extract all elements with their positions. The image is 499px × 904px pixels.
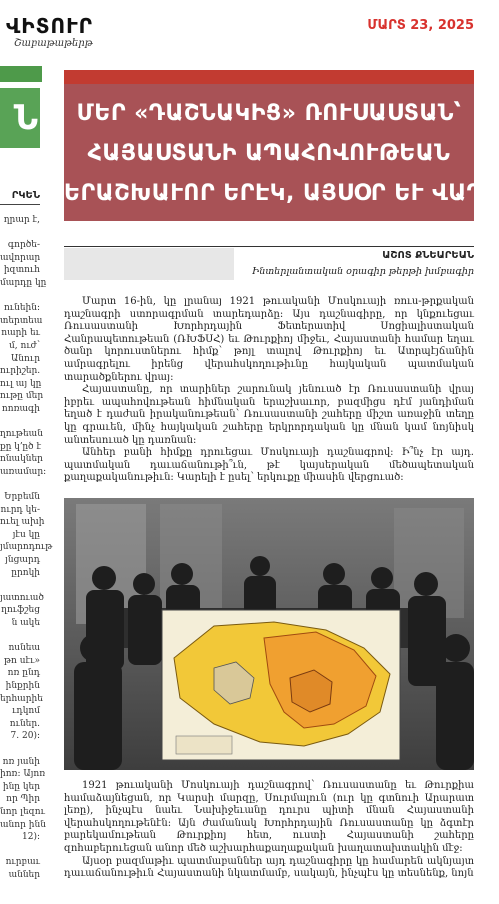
- map-inset: [162, 610, 400, 760]
- side-text-line: [0, 743, 40, 756]
- side-text-line: ուրիշեր.: [0, 366, 41, 377]
- side-text-line: ուրդ կե-: [0, 504, 40, 515]
- side-text-line: ուներ.: [9, 718, 40, 729]
- side-text-line: յմարոդութ: [0, 542, 53, 553]
- title-line: ԵՐԱՇԽԱՒՈՐ ԵՐԷԿ, ԱՅՍՕՐ ԵՒ ՎԱՂԸ: [64, 181, 499, 206]
- title-line: ՄԵՐ «ԴԱՇՆԱԿԻՑ» ՌՈՒՍԱՍՏԱՆ՝: [76, 101, 462, 126]
- side-text-line: երհարիե: [0, 693, 43, 704]
- side-text-line: իոռ: Այոռ: [0, 769, 46, 780]
- archival-photo: [64, 498, 474, 770]
- side-text-line: ղուֆշեց: [1, 605, 40, 616]
- side-section-box: Ն: [0, 88, 40, 148]
- side-text-line: [0, 579, 40, 592]
- issue-date: ՄԱՐՏ 23, 2025: [367, 18, 474, 33]
- side-text-line: ոսնեա: [8, 643, 40, 654]
- side-text-line: առամար:: [0, 466, 47, 477]
- side-text-line: անոր ինն: [0, 819, 46, 830]
- article-title: [64, 84, 499, 221]
- side-text-line: [0, 844, 40, 857]
- newspaper-subtitle: Շաբաթաթերթ: [14, 38, 93, 49]
- side-text-line: ինքրին: [5, 680, 40, 691]
- side-text-line: ինը կեր: [2, 781, 40, 792]
- side-text-line: գործե-: [7, 240, 40, 251]
- byline-shade: [64, 248, 234, 280]
- article-body-bottom: [64, 780, 474, 881]
- side-text-line: Անուր: [11, 353, 40, 364]
- article-body-top: [64, 296, 474, 485]
- side-text-line: ն ակե: [11, 618, 40, 628]
- paragraph: Այսօր բազմաթիւ պատմաբաններ այդ դաշնագիրը կը համարեն ակնյայտ դաւաճանութիւն Հայաստանի նկատմամբ, սակայն, ինչպէս կը տեսնենք, նոյն: [64, 855, 474, 880]
- photo-illustration: [64, 498, 474, 770]
- side-text-line: ոռ յանի: [2, 756, 40, 767]
- side-text-line: տերտեա: [0, 315, 43, 326]
- side-text-line: մարդը կը: [0, 277, 47, 288]
- side-text-line: ոռ ընդ: [7, 668, 40, 679]
- title-line: ՀԱՅԱՍՏԱՆԻ ԱՊԱՀՈՎՈՒԹԵԱՆ: [87, 141, 451, 166]
- paragraph: Հայաստանը, որ տարիներ շարունակ յենուած էր Ռուսաստանի վրայ իբրեւ ապահովութեան հիմնական երաշխաւոր, բազմիցս դէմ յանդիման եղած է դաժան իրականութեան՝ Ռուսաստանի շահերը միշտ առաջին տեղը կը գրաւեն, մինչ հայկական շահերը երկրորդական կը մնան կամ նոյնիսկ անտեսուած կը դառնան:: [64, 384, 474, 446]
- side-text-line: 12):: [22, 832, 40, 843]
- side-text-line: Երբեմն: [4, 492, 40, 503]
- side-text-line: [0, 416, 40, 429]
- side-divider: [0, 204, 40, 205]
- byline-rule: [64, 246, 474, 247]
- side-text-line: ղութեան: [0, 429, 43, 440]
- side-text-line: [0, 630, 40, 643]
- author-role: Ինտերլանտական օրագիր թերթի խմբագիր: [252, 266, 474, 277]
- side-text-line: ըրոկի: [11, 567, 40, 578]
- side-text-line: ոոռագի: [1, 403, 40, 414]
- title-top-band: [64, 70, 474, 84]
- side-text-line: ղրար է,: [3, 215, 40, 225]
- side-text-line: թո սէւ»: [3, 655, 40, 666]
- side-text-line: իզտուհ: [3, 265, 40, 276]
- side-text-line: 7. 20):: [10, 731, 40, 742]
- side-text-line: ոնակներ: [0, 454, 43, 465]
- side-text-line: ոարի եւ: [1, 328, 40, 339]
- paragraph: Մարտ 16-ին, կը լրանայ 1921 թուականի Մոսկուայի ռուս-թրքական դաշնագրի ստորագրման տարեդարձը: Այս դաշնագիրը, որ կնքուեցաւ Ռուսաստանի Խորհրդային Ֆետերատիվ Սոցիալիստական Հանրապետութեան (ՌԽՖՍՀ) եւ Թուրքիոյ միջեւ, Հայաստանի համար եղաւ ծանր կորուստներու հիմք՝ թոյլ տալով Թուրքիոյ եւ Ատրպէյճանին ամրագրելու իրենց վերահսկողութիւնը հայկական պատմական տարածքներու վրայ:: [64, 296, 474, 383]
- side-column-text: [0, 214, 53, 904]
- side-text-line: [0, 478, 40, 491]
- side-green-band: [0, 66, 42, 82]
- side-text-line: յնցարդ: [5, 555, 40, 566]
- side-text-line: ավորար: [0, 252, 41, 263]
- side-text-line: ութը մեր: [0, 391, 44, 402]
- side-text-line: որ Պիր: [6, 794, 40, 805]
- author-name: ԱՇՈՏ ՔՆԵԱՐԵԱՆ: [382, 250, 474, 261]
- paragraph: Անհեր բանի հիմքը դրուեցաւ Մոսկուայի դաշնագրով: Ի՞նչ էր այդ. պատմական դաւաճանութի՞ւն, թէ կայսերական մեծապետական քաղաքականութիւն: Կարելի է ըսել՝ երկուքը միասին վերցուած:: [64, 447, 474, 484]
- side-text-line: ունեին:: [3, 303, 40, 314]
- side-text-line: նոր լեզու: [0, 806, 45, 817]
- side-text-line: աններ: [8, 869, 40, 880]
- side-text-line: [0, 227, 40, 240]
- side-text-line: մ, ուժ՝: [8, 340, 40, 351]
- masthead: [0, 0, 492, 62]
- side-text-line: քը կ՚ըծ է: [0, 441, 42, 452]
- side-text-line: յատուած: [0, 592, 44, 603]
- side-text-line: յէս կը: [12, 529, 40, 540]
- paragraph: 1921 թուականի Մոսկուայի դաշնագրով՝ Ռուսաստանը եւ Թուրքիա համաձայնեցան, որ Կարսի մարզը, Սուրմալուն (ուր կը գտնուի Արարատ լեռը), ինչպէս նաեւ Նախիջեւանը դուրս պիտի մնան Հայաստանի վերահսկողութենէն: Այն ժամանակ Խորհրդային Ռուսաստանը կը ձգտէր բարեկամութեան Թուրքիոյ հետ, ուստի Հայաստանի շահերը զոհաբերուեցան անոր մեծ աշխարհաքաղաքական խաղատախտակին մէջ:: [64, 780, 474, 854]
- side-text-line: [0, 290, 40, 303]
- side-text-line: ուրբաւ: [5, 857, 40, 868]
- side-text-line: ուել ախի: [0, 517, 45, 528]
- newspaper-logo[interactable]: ՎԻՏՈՒՐ: [6, 14, 93, 38]
- side-text-line: ւդկոմ: [12, 706, 40, 717]
- side-text-line: ուլ այ կը: [0, 378, 42, 389]
- side-article-heading: ՐԿԵՆ: [11, 190, 40, 201]
